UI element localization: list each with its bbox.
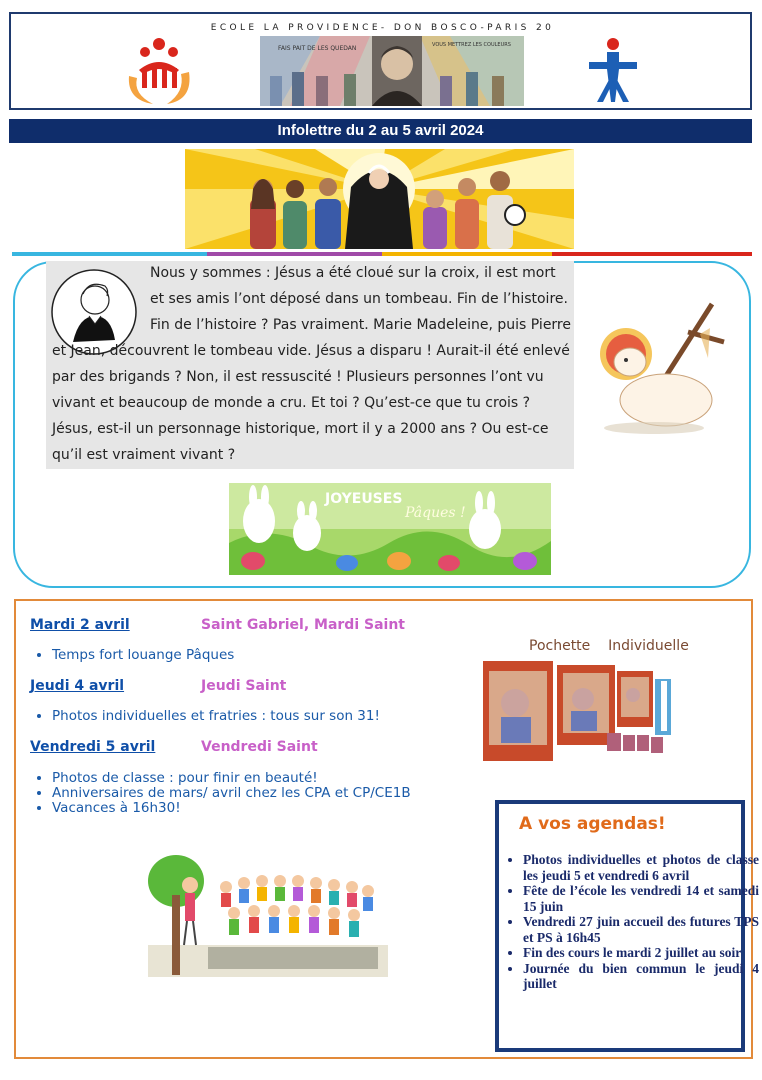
list-item: • Temps fort louange Pâques	[52, 648, 234, 663]
day-saint-mardi: Saint Gabriel, Mardi Saint	[201, 617, 405, 633]
day-items-jeudi	[30, 709, 380, 724]
hero-stained-glass-illustration	[185, 149, 574, 249]
banner-text-joyeuses: JOYEUSES	[325, 491, 403, 507]
salesian-family-logo	[123, 34, 195, 106]
banner-text-paques: Pâques !	[405, 505, 466, 521]
day-items-mardi	[30, 648, 234, 663]
joyeuses-paques-banner	[229, 483, 551, 575]
story-paragraph-1: Nous y sommes : Jésus a été cloué sur la croix, il est mort et ses amis l’ont déposé dans un tombeau. Fin de l’histoire.	[150, 265, 568, 307]
day-title-mardi: Mardi 2 avril	[30, 617, 130, 633]
story-paragraph-2: Fin de l’histoire ? Pas vraiment. Marie Madeleine, puis Pierre et Jean, découvrent le tombeau vide. Jésus a disparu ! Aurait-il été enlevé par des brigands ? Non, il est ressuscité ! Plusieurs personnes l’ont vu vivant et beaucoup de monde a cru. Et toi ? Qu’est-ce que tu crois ? Jésus, est-il un personnage historique, mort il y a 2000 ans ? Ou est-ce qu’il est vraiment vivant ?	[52, 317, 571, 463]
day-items-vendredi	[30, 771, 411, 816]
list-item: • Photos de classe : pour finir en beauté!	[52, 771, 411, 786]
list-item: • Vacances à 16h30!	[52, 801, 411, 816]
list-item: • Anniversaires de mars/ avril chez les CPA et CP/CE1B	[52, 786, 411, 801]
don-bosco-mural-photo	[260, 36, 524, 106]
cross-logo	[585, 36, 641, 102]
school-name: ECOLE LA PROVIDENCE- DON BOSCO-PARIS 20	[210, 23, 555, 33]
agenda-list	[505, 852, 759, 992]
photo-pochette-image	[483, 657, 673, 762]
day-title-jeudi: Jeudi 4 avril	[30, 678, 125, 694]
header-banner	[9, 12, 752, 110]
children-choir-illustration	[148, 855, 388, 977]
agenda-item: • Fête de l’école les vendredi 14 et samedi 15 juin	[523, 883, 759, 914]
mural-caption-right: VOUS METTREZ LES COULEURS	[432, 42, 511, 48]
paschal-lamb-illustration	[590, 298, 738, 444]
color-divider	[12, 252, 752, 256]
agenda-item: • Fin des cours le mardi 2 juillet au soir	[523, 945, 759, 961]
pochette-title: Pochette Individuelle	[529, 638, 689, 654]
day-saint-vendredi: Vendredi Saint	[201, 739, 318, 755]
day-title-vendredi: Vendredi 5 avril	[30, 739, 156, 755]
agenda-box	[495, 800, 759, 1052]
day-saint-jeudi: Jeudi Saint	[201, 678, 287, 694]
agenda-item: • Journée du bien commun le jeudi 4 juillet	[523, 961, 759, 992]
agenda-title: A vos agendas!	[519, 814, 666, 834]
list-item: • Photos individuelles et fratries : tous sur son 31!	[52, 709, 380, 724]
mural-caption-left: FAIS PAIT DE LES QUEDAN	[278, 45, 357, 52]
agenda-item: • Vendredi 27 juin accueil des futures TPS et PS à 16h45	[523, 914, 759, 945]
newsletter-title: Infolettre du 2 au 5 avril 2024	[9, 119, 752, 143]
agenda-item: • Photos individuelles et photos de classe les jeudi 5 et vendredi 6 avril	[523, 852, 759, 883]
